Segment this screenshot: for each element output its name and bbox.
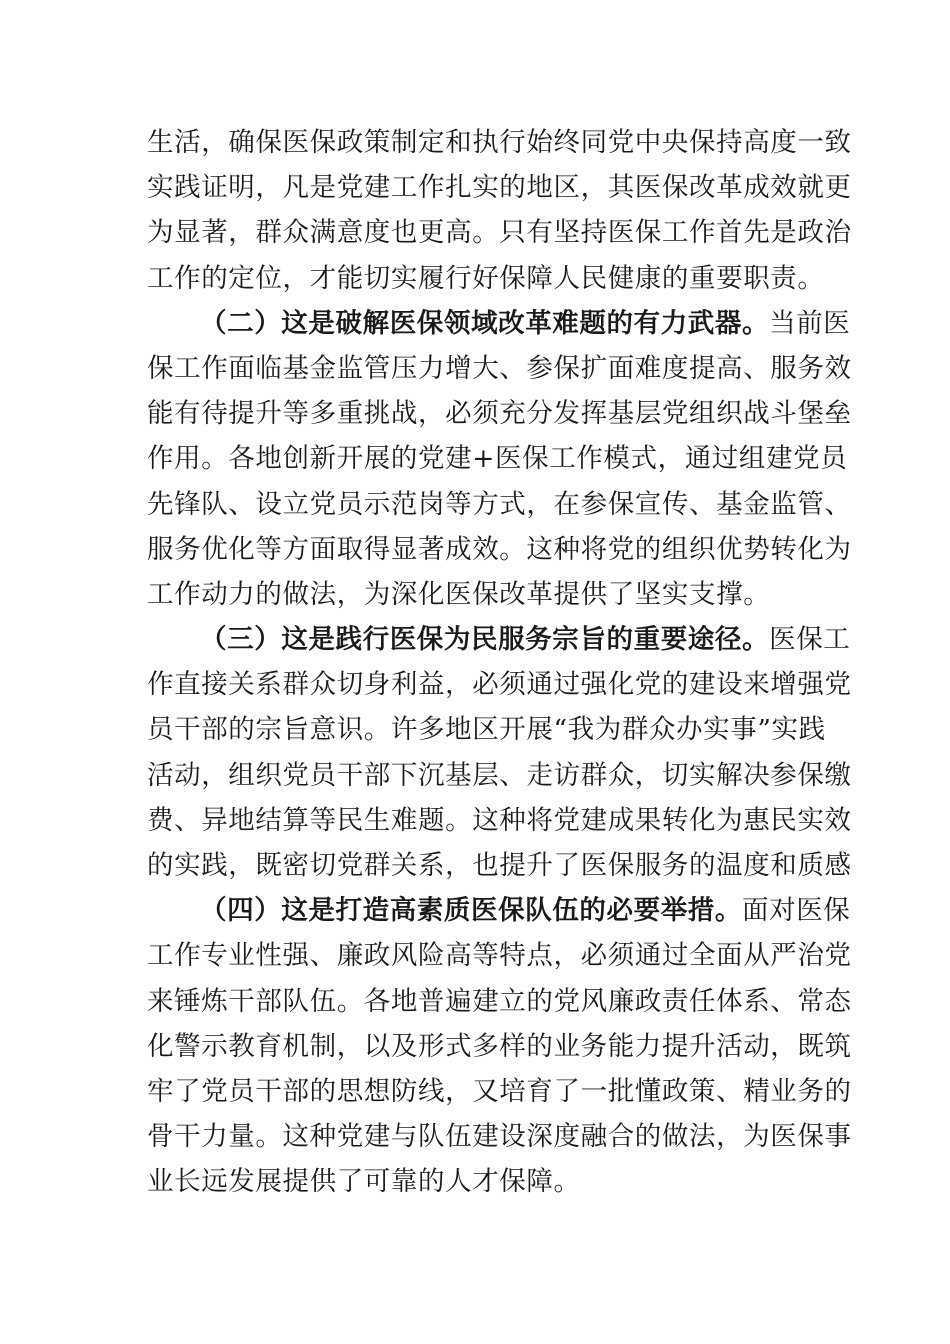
text-line: 来锤炼干部队伍。各地普遍建立的党风廉政责任体系、常态: [147, 985, 852, 1017]
text-line: 实践证明，凡是党建工作扎实的地区，其医保改革成效就更: [147, 172, 852, 204]
text-run: 当前医: [769, 307, 851, 339]
text-line: 作直接关系群众切身利益，必须通过强化党的建设来增强党: [147, 669, 852, 701]
section-heading: （三）这是践行医保为民服务宗旨的重要途径。: [200, 624, 770, 656]
text-line: 作用。各地创新开展的党建+医保工作模式，通过组建党员: [147, 443, 848, 475]
paragraph-first-line: [147, 617, 851, 662]
text-line: 的实践，既密切党群关系，也提升了医保服务的温度和质感: [147, 850, 852, 881]
text-line: 业长远发展提供了可靠的人才保障。: [147, 1166, 581, 1198]
paragraph-4: [147, 888, 852, 1204]
section-heading: （四）这是打造高素质医保队伍的必要举措。: [200, 895, 742, 927]
text-line: 保工作面临基金监管压力增大、参保扩面难度提高、服务效: [147, 352, 852, 384]
text-line: 工作动力的做法，为深化医保改革提供了坚实支撑。: [147, 578, 771, 610]
document-body: [147, 120, 852, 1205]
text-line: 活动，组织党员干部下沉基层、走访群众，切实解决参保缴: [147, 759, 852, 791]
text-line: 先锋队、设立党员示范岗等方式，在参保宣传、基金监管、: [147, 488, 852, 520]
text-line: 工作的定位，才能切实履行好保障人民健康的重要职责。: [147, 262, 825, 294]
text-line: 骨干力量。这种党建与队伍建设深度融合的做法，为医保事: [147, 1121, 852, 1153]
paragraph-1: [147, 120, 852, 301]
paragraph-first-line: [147, 888, 851, 933]
text-run: 面对医保: [742, 895, 851, 927]
text-line: 牢了党员干部的思想防线，又培育了一批懂政策、精业务的: [147, 1075, 852, 1107]
text-line: 生活，确保医保政策制定和执行始终同党中央保持高度一致: [147, 127, 852, 158]
text-line: 服务优化等方面取得显著成效。这种将党的组织优势转化为: [147, 533, 852, 565]
text-line: 工作专业性强、廉政风险高等特点，必须通过全面从严治党: [147, 940, 852, 972]
text-run: 医保工: [769, 624, 851, 656]
section-heading: （二）这是破解医保领域改革难题的有力武器。: [200, 307, 770, 339]
paragraph-3: [147, 617, 852, 888]
text-line: 费、异地结算等民生难题。这种将党建成果转化为惠民实效: [147, 804, 852, 836]
paragraph-first-line: [147, 301, 851, 346]
paragraph-2: [147, 301, 852, 617]
text-line: 化警示教育机制，以及形式多样的业务能力提升活动，既筑: [147, 1030, 852, 1062]
text-line: 员干部的宗旨意识。许多地区开展“我为群众办实事”实践: [147, 714, 826, 746]
text-line: 能有待提升等多重挑战，必须充分发挥基层党组织战斗堡垒: [147, 398, 852, 430]
text-line: 为显著，群众满意度也更高。只有坚持医保工作首先是政治: [147, 217, 852, 249]
